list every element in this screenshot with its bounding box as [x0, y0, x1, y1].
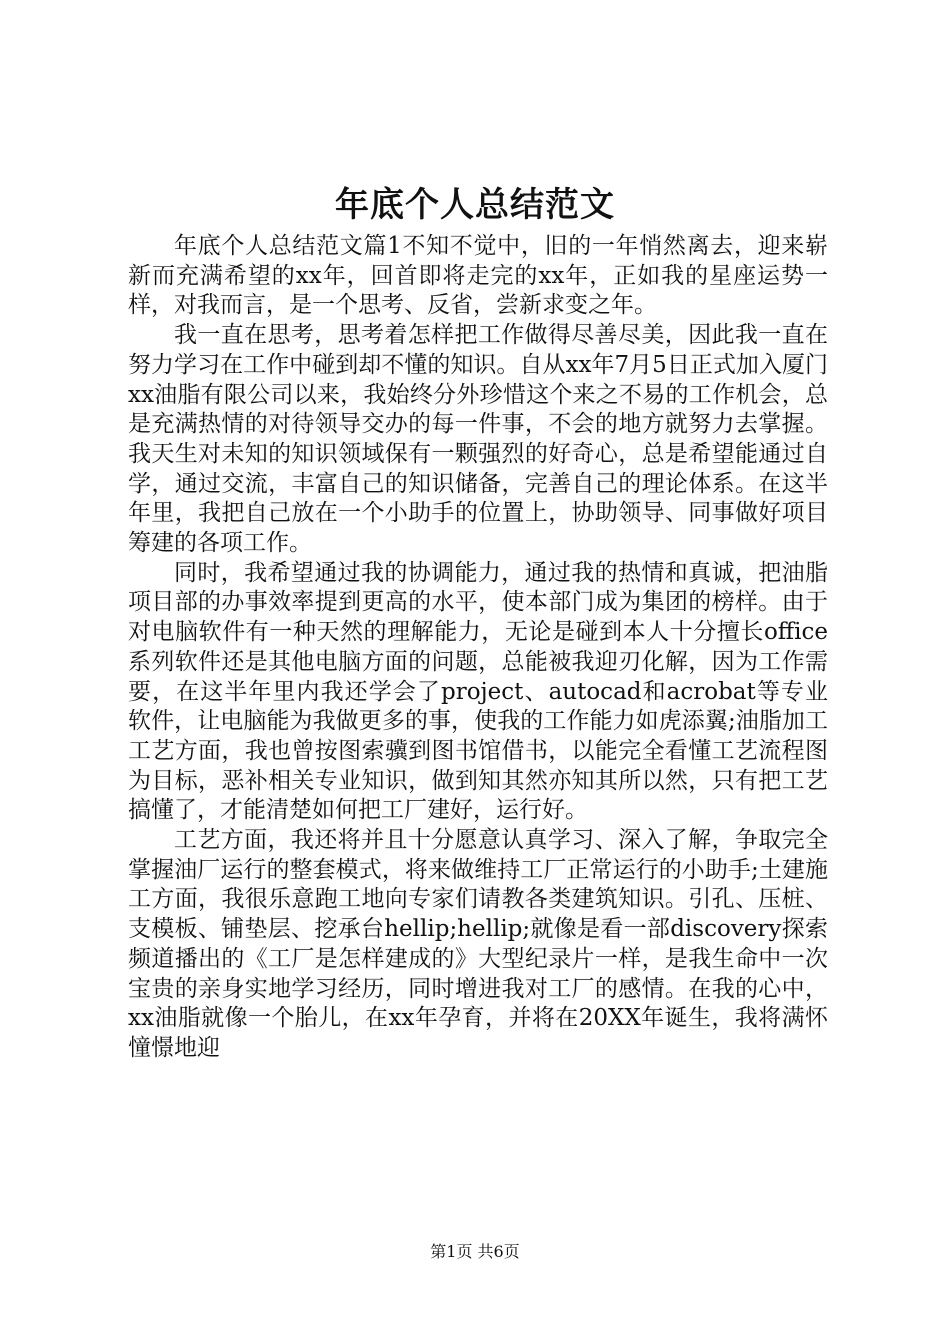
paragraph: 同时，我希望通过我的协调能力，通过我的热情和真诚，把油脂项目部的办事效率提到更高的水平，使本部门成为集团的榜样。由于对电脑软件有一种天然的理解能力，无论是碰到本人十分擅长office系列软件还是其他电脑方面的问题，总能被我迎刃化解，因为工作需要，在这半年里内我还学会了project、autocad和acrobat等专业软件，让电脑能为我做更多的事，使我的工作能力如虎添翼;油脂加工工艺方面，我也曾按图索骥到图书馆借书，以能完全看懂工艺流程图为目标，恶补相关专业知识，做到知其然亦知其所以然，只有把工艺搞懂了，才能清楚如何把工厂建好，运行好。: [128, 559, 828, 824]
document-title: 年底个人总结范文: [335, 185, 615, 225]
page-footer: 第1页 共6页: [430, 1242, 520, 1261]
paragraph: 年底个人总结范文篇1不知不觉中，旧的一年悄然离去，迎来崭新而充满希望的xx年，回首即将走完的xx年，正如我的星座运势一样，对我而言，是一个思考、反省，尝新求变之年。: [128, 233, 828, 319]
paragraph: 我一直在思考，思考着怎样把工作做得尽善尽美，因此我一直在努力学习在工作中碰到却不懂的知识。自从xx年7月5日正式加入厦门xx油脂有限公司以来，我始终分外珍惜这个来之不易的工作机会，总是充满热情的对待领导交办的每一件事，不会的地方就努力去掌握。我天生对未知的知识领域保有一颗强烈的好奇心，总是希望能通过自学，通过交流，丰富自己的知识储备，完善自己的理论体系。在这半年里，我把自己放在一个小助手的位置上，协助领导、同事做好项目筹建的各项工作。: [128, 322, 828, 557]
paragraph: 工艺方面，我还将并且十分愿意认真学习、深入了解，争取完全掌握油厂运行的整套模式，将来做维持工厂正常运行的小助手;土建施工方面，我很乐意跑工地向专家们请教各类建筑知识。引孔、压桩、支模板、铺垫层、挖承台hellip;hellip;就像是看一部discovery探索频道播出的《工厂是怎样建成的》大型纪录片一样，是我生命中一次宝贵的亲身实地学习经历，同时增进我对工厂的感情。在我的心中，xx油脂就像一个胎儿，在xx年孕育，并将在20XX年诞生，我将满怀憧憬地迎: [128, 827, 828, 1061]
document-body: [128, 232, 828, 1064]
